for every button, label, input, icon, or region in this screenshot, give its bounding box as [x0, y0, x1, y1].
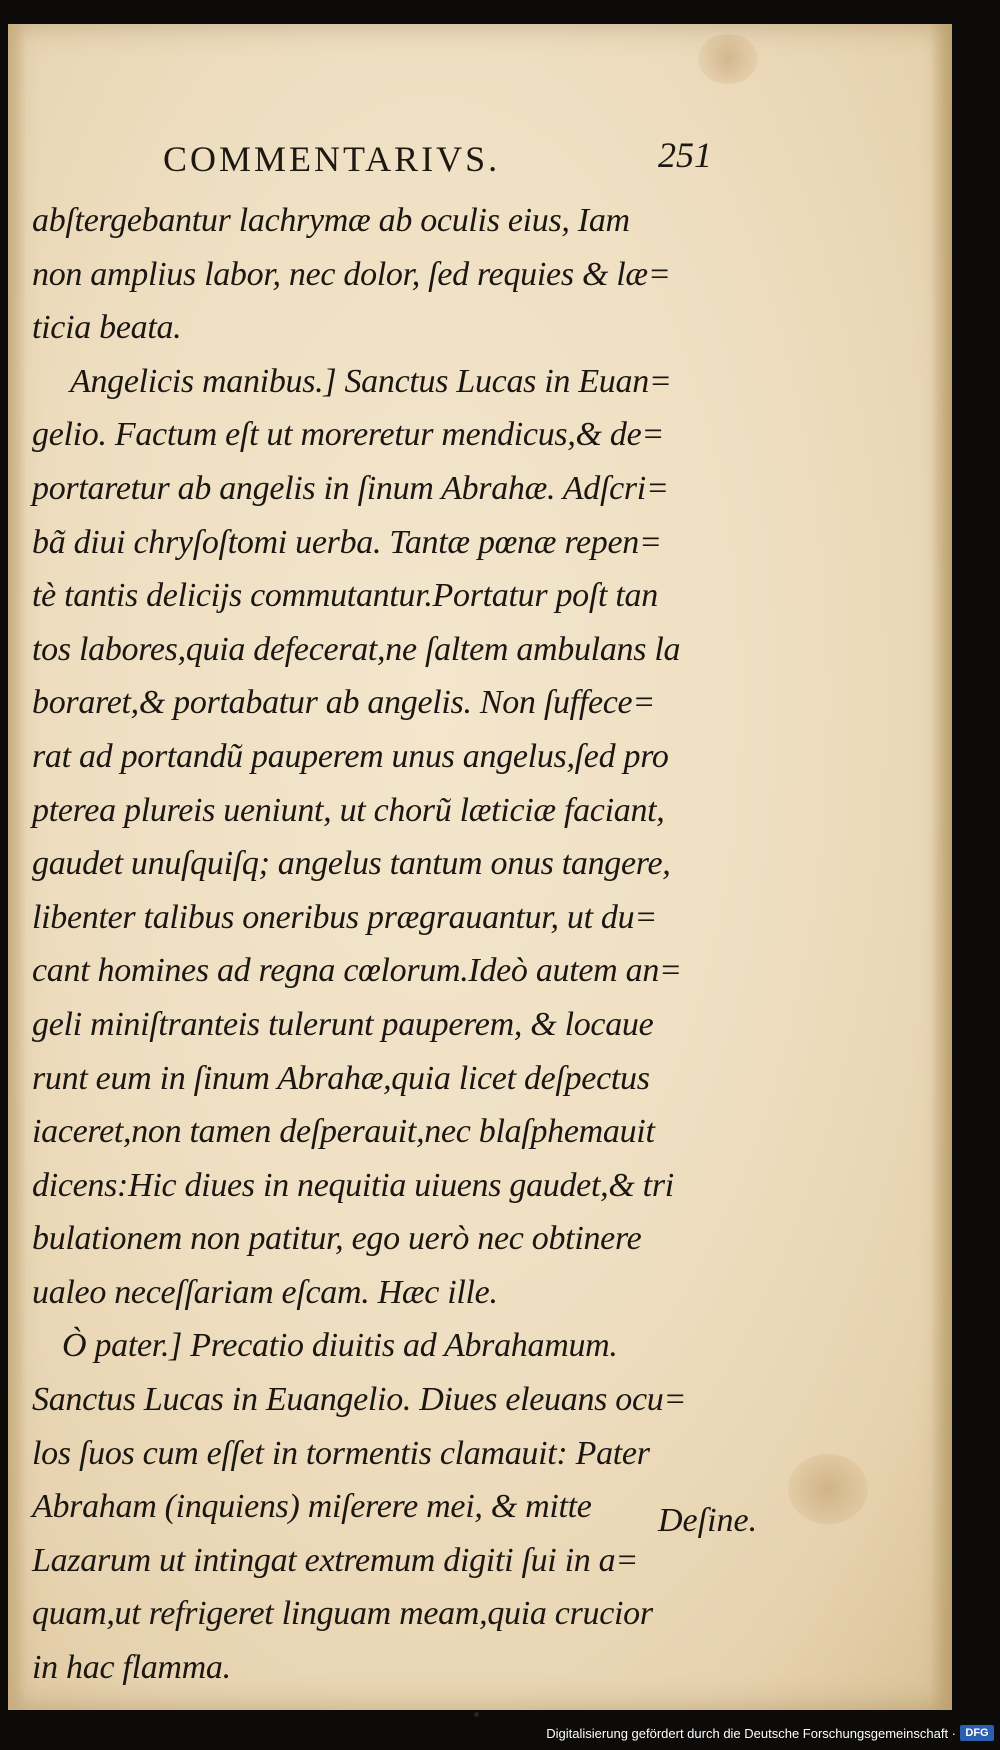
text-line: abſtergebantur lachrymæ ab oculis eius, Iam	[32, 202, 630, 239]
paper-stain	[698, 34, 758, 84]
text-line: geli miniſtranteis tulerunt pauperem, & locaue	[32, 1005, 654, 1043]
page-number: 251	[658, 135, 712, 175]
text-line: los ſuos cum eſſet in tormentis clamauit: Pater	[32, 1434, 650, 1472]
text-line: gelio. Factum eſt ut moreretur mendicus,& de=	[32, 416, 665, 454]
text-line: in hac flamma.	[32, 1649, 231, 1687]
text-line: non amplius labor, nec dolor, ſed requies & læ=	[32, 255, 671, 293]
book-page	[8, 24, 952, 1710]
text-line: bã diui chryſoſtomi uerba. Tantæ pœnæ repen=	[32, 523, 662, 561]
running-head	[8, 124, 952, 184]
text-block	[32, 194, 762, 1695]
credit-text: Digitalisierung gefördert durch die Deutsche Forschungsgemeinschaft ·	[546, 1726, 956, 1741]
text-line: Ò pater.] Precatio diuitis ad Abrahamum.	[62, 1327, 618, 1365]
text-line: Lazarum ut intingat extremum digiti ſui in a=	[32, 1541, 639, 1579]
page-edge-right	[930, 24, 952, 1710]
text-line: Angelicis manibus.] Sanctus Lucas in Euan=	[70, 362, 672, 400]
paper-stain	[788, 1454, 868, 1524]
page-edge-left	[8, 24, 26, 1710]
running-title: COMMENTARIVS.	[163, 139, 501, 179]
text-line: portaretur ab angelis in ſinum Abrahæ. Adſcri=	[32, 469, 669, 507]
text-line: pterea plureis ueniunt, ut chorũ læticiæ faciant,	[32, 791, 665, 829]
text-line: Abraham (inquiens) miſerere mei, & mitte	[32, 1488, 592, 1526]
text-line: Sanctus Lucas in Euangelio. Diues eleuans ocu=	[32, 1381, 687, 1419]
signature-catchword: Deſine.	[658, 1502, 758, 1539]
printer-mark	[474, 1712, 479, 1717]
text-line: libenter talibus oneribus prægrauantur, ut du=	[32, 898, 657, 936]
text-line: quam,ut refrigeret linguam meam,quia crucior	[32, 1595, 653, 1633]
text-line: ualeo neceſſariam eſcam. Hæc ille.	[32, 1273, 498, 1311]
text-line: gaudet unuſquiſq; angelus tantum onus tangere,	[32, 845, 671, 883]
text-line: ticia beata.	[32, 309, 182, 347]
credit-bar	[0, 1722, 1000, 1750]
text-line: cant homines ad regna cœlorum.Ideò autem an=	[32, 952, 682, 990]
text-line: tos labores,quia defecerat,ne ſaltem ambulans la	[32, 630, 681, 668]
text-line: runt eum in ſinum Abrahæ,quia licet deſpectus	[32, 1059, 650, 1097]
dfg-logo: DFG	[960, 1725, 994, 1741]
text-line: tè tantis delicijs commutantur.Portatur poſt tan	[32, 577, 658, 615]
text-line: iaceret,non tamen deſperauit,nec blaſphemauit	[32, 1113, 655, 1151]
text-line: rat ad portandũ pauperem unus angelus,ſed pro	[32, 737, 669, 775]
text-line: dicens:Hic diues in nequitia uiuens gaudet,& tri	[32, 1166, 674, 1204]
text-line: bulationem non patitur, ego uerò nec obtinere	[32, 1220, 642, 1258]
text-line: boraret,& portabatur ab angelis. Non ſuffece=	[32, 684, 655, 722]
